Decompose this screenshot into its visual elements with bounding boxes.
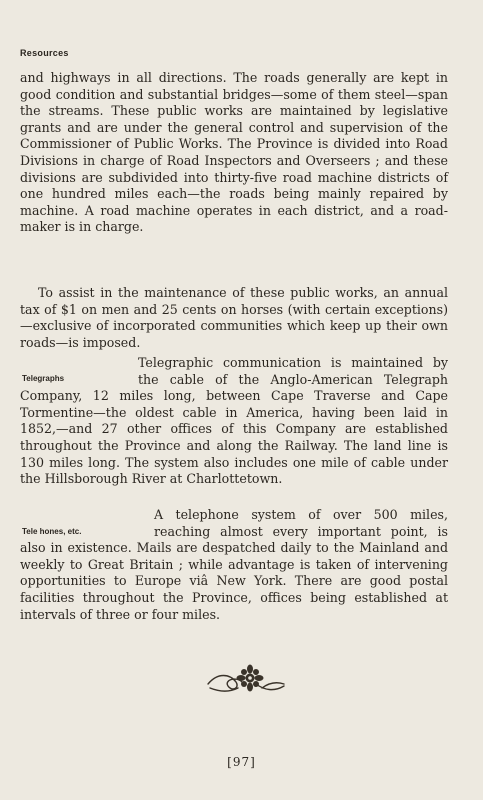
margin-note-telephones: Tele hones, etc. — [22, 527, 82, 536]
paragraph-telephones-text: A telephone system of over 500 miles, reaching almost every important point, is also in existence. Mails are despatched daily to the Mainland and weekly to Great Britain ; while advantage is taken of intervening opportunities to Europe viâ New York. There are good postal facilities throughout the Province, offices being established at intervals of three or four miles. — [20, 507, 448, 622]
paragraph-road-tax: To assist in the maintenance of these public works, an annual tax of $1 on men and 25 cents on horses (with certain exceptions)—exclusive of incorporated communities which keep up their own roads—is imposed. — [20, 285, 448, 350]
running-head: Resources — [20, 48, 69, 58]
floral-ornament-icon — [200, 662, 290, 696]
margin-note-telegraphs: Telegraphs — [22, 374, 65, 383]
paragraph-telegraphs-text: Telegraphic communication is maintained by the cable of the Anglo-American Telegraph Company, 12 miles long, between Cape Traverse and Cape Tormentine—the oldest cable in America, having been laid in 1852,—and 27 other offices of this Company are established throughout the Province and along the Railway. The land line is 130 miles long. The system also includes one mile of cable under the Hillsborough River at Charlottetown. — [20, 355, 448, 487]
paragraph-roads: and highways in all directions. The roads generally are kept in good condition and substantial bridges—some of them steel—span the streams. These public works are maintained by legislative grants and are under the general control and supervision of the Commissioner of Public Works. The Province is divided into Road Divisions in charge of Road Inspectors and Overseers ; and these divisions are subdivided into thirty-five road machine districts of one hundred miles each—the roads being mainly repaired by machine. A road machine operates in each district, and a road-maker is in charge. — [20, 70, 448, 235]
margin-note-spacer — [20, 355, 138, 388]
paragraph-telegraphs — [20, 355, 448, 488]
page-number: [97] — [227, 755, 256, 769]
margin-note-spacer — [20, 507, 154, 540]
paragraph-telephones — [20, 507, 448, 623]
